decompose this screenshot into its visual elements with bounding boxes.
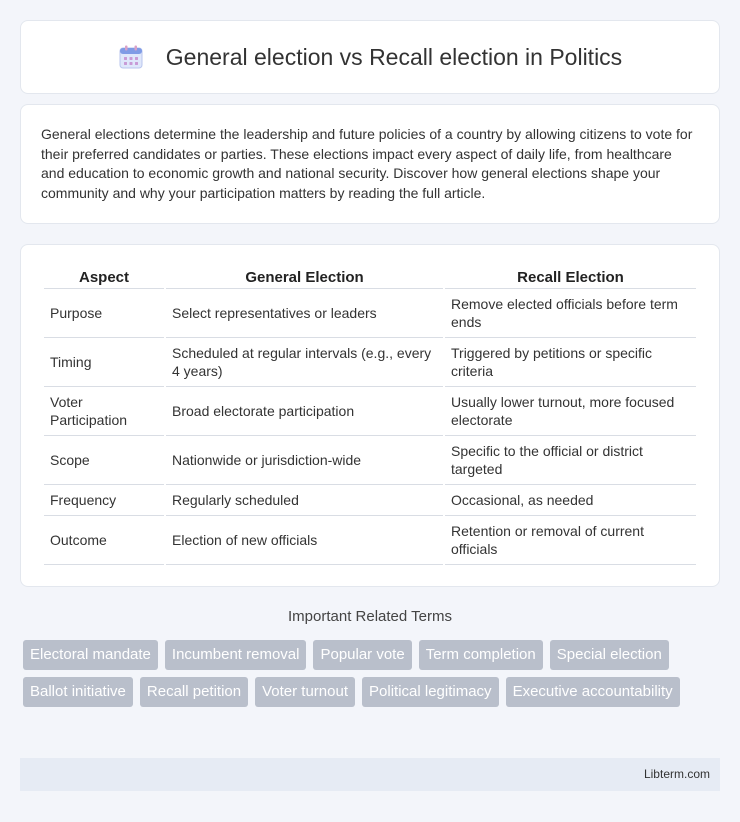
comparison-table <box>42 265 698 565</box>
related-term-tag[interactable]: Executive accountability <box>506 677 680 707</box>
footer <box>20 758 720 791</box>
table-cell: Nationwide or jurisdiction-wide <box>166 436 443 485</box>
table-cell: Scheduled at regular intervals (e.g., every 4 years) <box>166 338 443 387</box>
table-cell: Retention or removal of current officials <box>445 516 696 565</box>
related-term-tag[interactable]: Voter turnout <box>255 677 355 707</box>
table-row <box>44 289 696 338</box>
table-row <box>44 516 696 565</box>
table-cell: Specific to the official or district targeted <box>445 436 696 485</box>
table-cell: Select representatives or leaders <box>166 289 443 338</box>
table-cell: Usually lower turnout, more focused electorate <box>445 387 696 436</box>
table-cell: Purpose <box>44 289 164 338</box>
related-term-tag[interactable]: Popular vote <box>313 640 411 670</box>
footer-brand-link[interactable]: Libterm.com <box>643 767 710 781</box>
related-terms-list <box>23 640 723 707</box>
table-header: Aspect <box>44 265 164 289</box>
table-row <box>44 338 696 387</box>
related-term-tag[interactable]: Ballot initiative <box>23 677 133 707</box>
table-cell: Occasional, as needed <box>445 485 696 516</box>
related-term-tag[interactable]: Term completion <box>419 640 543 670</box>
comparison-card <box>20 244 720 587</box>
related-terms-title: Important Related Terms <box>288 608 452 625</box>
table-cell: Frequency <box>44 485 164 516</box>
related-term-tag[interactable]: Recall petition <box>140 677 248 707</box>
related-term-tag[interactable]: Electoral mandate <box>23 640 158 670</box>
related-term-tag[interactable]: Political legitimacy <box>362 677 499 707</box>
related-term-tag[interactable]: Incumbent removal <box>165 640 307 670</box>
table-cell: Timing <box>44 338 164 387</box>
table-row <box>44 485 696 516</box>
table-cell: Outcome <box>44 516 164 565</box>
table-row <box>44 436 696 485</box>
table-header: General Election <box>166 265 443 289</box>
table-cell: Remove elected officials before term ends <box>445 289 696 338</box>
table-cell: Voter Participation <box>44 387 164 436</box>
table-cell: Triggered by petitions or specific criteria <box>445 338 696 387</box>
intro-card <box>20 104 720 224</box>
table-cell: Broad electorate participation <box>166 387 443 436</box>
table-cell: Election of new officials <box>166 516 443 565</box>
table-cell: Regularly scheduled <box>166 485 443 516</box>
table-cell: Scope <box>44 436 164 485</box>
page-title: General election vs Recall election in Politics <box>165 43 623 70</box>
table-row <box>44 387 696 436</box>
table-header: Recall Election <box>445 265 696 289</box>
intro-text: General elections determine the leadership and future policies of a country by allowing citizens to vote for their preferred candidates or parties. These elections impact every aspect of daily life, from healthcare and education to economic growth and national security. Discover how general elections shape your community and why your participation matters by reading the full article. <box>41 126 693 201</box>
related-term-tag[interactable]: Special election <box>550 640 669 670</box>
title-card <box>20 20 720 94</box>
calendar-icon <box>118 44 144 70</box>
table-header-row <box>44 265 696 289</box>
